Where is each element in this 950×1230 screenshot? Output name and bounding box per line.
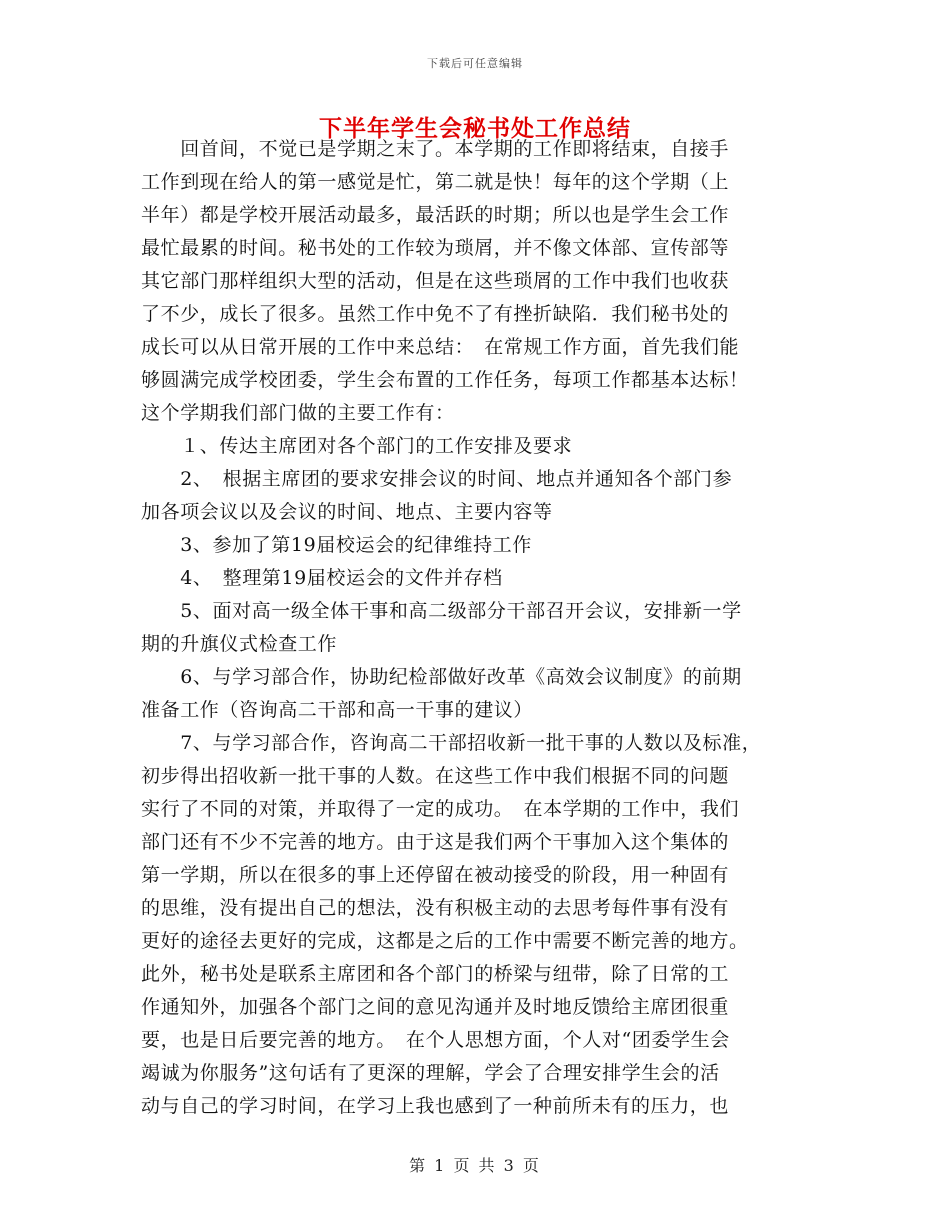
paragraph-line: 回首间，不觉已是学期之末了。本学期的工作即将结束，自接手 [141,138,730,160]
list-item-line: 3、参加了第19届校运会的纪律维持工作 [141,534,532,556]
paragraph-line: 竭诚为你服务”这句话有了更深的理解，学会了合理安排学生会的活 [141,1062,720,1084]
paragraph-line: 了不少，成长了很多。虽然工作中免不了有挫折缺陷．我们秘书处的 [141,303,730,325]
paragraph-line: 初步得出招收新一批干事的人数。在这些工作中我们根据不同的问题 [141,765,730,787]
paragraph-line: 工作到现在给人的第一感觉是忙，第二就是快！每年的这个学期（上 [141,171,730,193]
paragraph-line: 第一学期，所以在很多的事上还停留在被动接受的阶段，用一种固有 [141,864,730,886]
paragraph-line: 其它部门那样组织大型的活动，但是在这些琐屑的工作中我们也收获 [141,270,730,292]
paragraph-line: 的思维，没有提出自己的想法，没有积极主动的去思考每件事有没有 [141,897,730,919]
paragraph-line: 半年）都是学校开展活动最多，最活跃的时期；所以也是学生会工作 [141,204,730,226]
paragraph-line: 作通知外，加强各个部门之间的意见沟通并及时地反馈给主席团很重 [141,996,730,1018]
document-body [141,133,817,1123]
list-item-line: 加各项会议以及会议的时间、地点、主要内容等 [141,501,553,523]
paragraph-line: 动与自己的学习时间，在学习上我也感到了一种前所未有的压力，也 [141,1095,730,1117]
paragraph-line: 此外，秘书处是联系主席团和各个部门的桥梁与纽带，除了日常的工 [141,963,730,985]
paragraph-line: 更好的途径去更好的完成，这都是之后的工作中需要不断完善的地方。 [141,930,749,952]
paragraph-line: 这个学期我们部门做的主要工作有： [141,402,455,424]
list-item-line: 6、与学习部合作，协助纪检部做好改革《高效会议制度》的前期 [141,666,742,688]
list-item-line: １、传达主席团对各个部门的工作安排及要求 [141,435,573,457]
page-footer: 第 1 页 共 3 页 [409,1156,541,1175]
paragraph-line: 成长可以从日常开展的工作中来总结： 在常规工作方面，首先我们能 [141,336,740,358]
list-item-line: 准备工作（咨询高二干部和高一干事的建议） [141,699,534,721]
list-item-line: 5、面对高一级全体干事和高二级部分干部召开会议，安排新一学 [141,600,742,622]
paragraph-line: 要，也是日后要完善的地方。 在个人思想方面，个人对“团委学生会 [141,1029,730,1051]
paragraph-line: 部门还有不少不完善的地方。由于这是我们两个干事加入这个集体的 [141,831,730,853]
header-note: 下载后可任意编辑 [427,57,523,70]
list-item-line: 2、 根据主席团的要求安排会议的时间、地点并通知各个部门参 [141,468,733,490]
list-item-line: 4、 整理第19届校运会的文件并存档 [141,567,503,589]
paragraph-line: 够圆满完成学校团委，学生会布置的工作任务，每项工作都基本达标！ [141,369,749,391]
list-item-line: 7、与学习部合作，咨询高二干部招收新一批干事的人数以及标准， [141,732,762,754]
paragraph-line: 最忙最累的时间。秘书处的工作较为琐屑，并不像文体部、宣传部等 [141,237,730,259]
paragraph-line: 实行了不同的对策，并取得了一定的成功。 在本学期的工作中，我们 [141,798,740,820]
list-item-line: 期的升旗仪式检查工作 [141,633,338,655]
document-title: 下半年学生会秘书处工作总结 [319,115,631,142]
